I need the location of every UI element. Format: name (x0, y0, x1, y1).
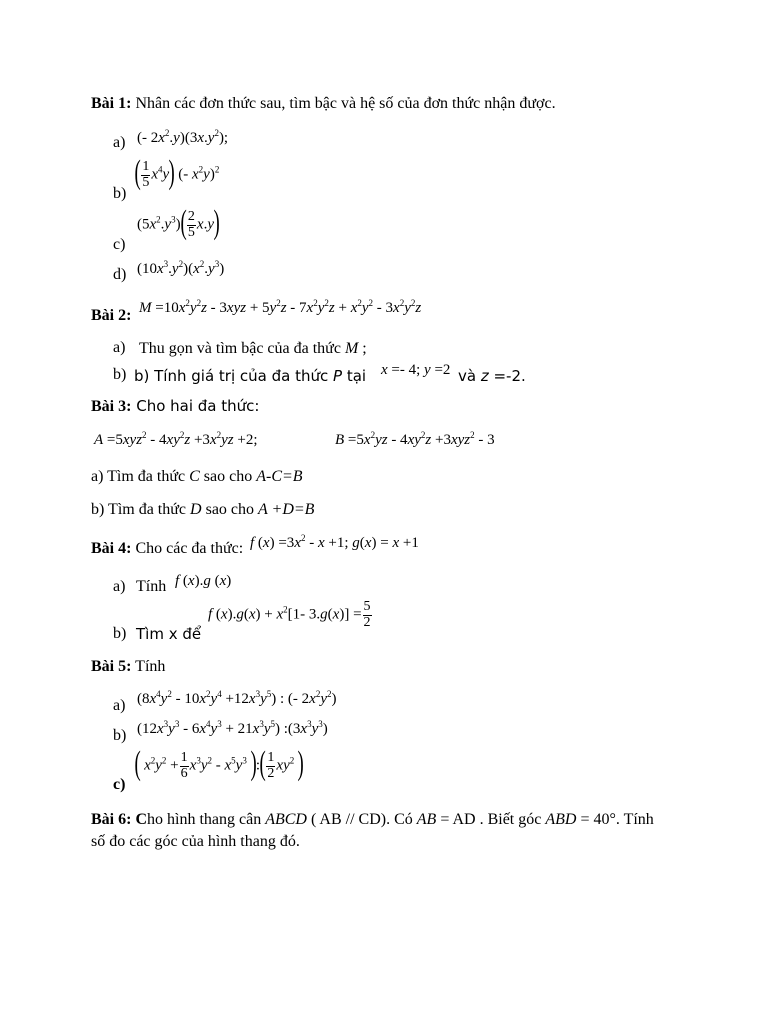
bai4-heading (91, 539, 243, 558)
bai5-a-marker: a) (113, 697, 126, 714)
bai1-c-expr: $(5x^2.y^3)$( $\frac{2}{5}$ x.y) (137, 204, 220, 241)
bai3-a-expr: A-C=B (256, 468, 303, 485)
bai4-polys: f $(x) =3x^2 - x +1$; g(x) = x +1 (250, 533, 419, 551)
bai2-m-expr: $M =10x^2y^2z - 3xyz + 5y^2z - 7x^2y^2z + x^2y^2 - 3x^2y^2z$ (139, 298, 422, 316)
bai6-abd: ABD (545, 811, 577, 828)
bai2-b-zval: =-2. (488, 367, 526, 385)
bai2-b-marker: b) (113, 366, 127, 383)
bai1-a-marker: a) (113, 134, 126, 151)
bai5-c-marker (113, 776, 125, 794)
bai1-c-marker: c) (113, 236, 126, 253)
bai6-label: Bài 6: C (91, 811, 147, 828)
bai3-text: Cho hai đa thức: (131, 397, 260, 415)
bai3-a-poly: $A =5xyz^2 - 4xy^2z +3x^2yz +2$; (94, 430, 258, 448)
bai2-b-tail-text: và (458, 367, 481, 385)
bai3-b-var: D (190, 501, 202, 518)
bai6-text4: = 40°. Tính (576, 811, 654, 828)
bai5-b-expr: $(12x^3y^3 - 6x^4y^3 + 21x^3y^5)$ $:(3x^3y^3)$ (137, 719, 328, 737)
bai4-b-expr: f $(x).g(x) + x^2[1-$ 3.g(x)] = $\frac{5}{2}$ (208, 599, 371, 630)
bai6-text3: = AD . Biết góc (436, 811, 546, 828)
bai1-text: Nhân các đơn thức sau, tìm bậc và hệ số của đơn thức nhận được. (131, 95, 556, 112)
bai2-b-var: P (333, 367, 343, 385)
bai3-a-line (91, 467, 303, 486)
bai5-c-marker-text: c) (113, 776, 126, 793)
bai1-d-expr: $(10x^3.y^2)(x^2.y^3)$ (137, 259, 225, 277)
bai3-a-text: a) Tìm đa thức (91, 468, 190, 485)
bai6-abcd: ABCD (265, 811, 307, 828)
bai3-b-line (91, 500, 314, 519)
bai4-a-text: Tính (136, 578, 167, 595)
bai2-label: Bài 2: (91, 307, 132, 324)
bai3-label: Bài 3: (91, 398, 132, 415)
bai6-text1: ho hình thang cân (147, 811, 266, 828)
bai2-b-text: b) Tính giá trị của đa thức (134, 367, 333, 385)
bai2-a-text: Thu gọn và tìm bậc của đa thức (139, 340, 345, 357)
bai1-d-marker: d) (113, 266, 127, 283)
bai6-line1 (91, 810, 654, 829)
bai5-heading (91, 657, 165, 676)
bai1-b-marker: b) (113, 185, 127, 202)
bai6-text2: ( AB // CD). Có (306, 811, 417, 828)
bai5-b-marker: b) (113, 727, 127, 744)
bai2-a-line (139, 339, 367, 358)
bai3-a-mid: sao cho (199, 468, 257, 485)
bai2-a-var: M (344, 340, 359, 357)
bai2-b-tail (458, 367, 526, 385)
bai1-b-expr: ( $\frac{1}{5}$ $x^4y$) (- $x^2y)^2$ (134, 154, 220, 191)
bai3-b-text: b) Tìm đa thức (91, 501, 191, 518)
bai2-b-line (134, 367, 366, 385)
bai1-a-expr: (- $2x^2.y)(3x.y^2)$; (137, 128, 229, 146)
bai5-label: Bài 5: (91, 658, 132, 675)
bai6-ab: AB (416, 811, 437, 828)
bai2-a-end: ; (358, 340, 367, 357)
bai3-heading (91, 397, 259, 416)
bai5-a-expr: $(8x^4y^2 - 10x^2y^4 +12x^3y^5)$ : (- $2x^2y^2$) (137, 689, 337, 707)
bai3-b-mid: sao cho (201, 501, 259, 518)
bai4-a-marker: a) (113, 578, 126, 595)
bai2-a-marker: a) (113, 339, 126, 356)
bai1-heading (91, 94, 556, 113)
bai3-b-expr: A +D=B (258, 501, 315, 518)
bai5-text: Tính (131, 658, 166, 675)
bai4-label: Bài 4: (91, 540, 132, 557)
bai4-b-text: Tìm x để (136, 625, 202, 643)
bai1-label: Bài 1: (91, 95, 132, 112)
bai6-line2: số đo các góc của hình thang đó. (91, 833, 300, 850)
bai2-heading (91, 306, 131, 325)
bai3-a-var: C (189, 468, 200, 485)
bai2-b-zvar: z (480, 367, 489, 385)
bai3-b-poly: $B =5x^2yz - 4xy^2z +3xyz^2 - 3$ (335, 430, 495, 448)
bai5-c-expr: ( $x^2y^2$ + $\frac{1}{6}$ $x^3y^2 - x^5y^3$ ):( $\frac{1}{2}$ $xy^2$ ) (134, 745, 304, 782)
bai4-a-expr: f (x).g (x) (175, 573, 232, 589)
bai2-b-values: x =- 4; y =2 (381, 362, 451, 378)
bai4-text: Cho các đa thức: (131, 540, 244, 557)
bai2-b-mid: tại (342, 367, 367, 385)
bai4-b-marker: b) (113, 625, 127, 642)
